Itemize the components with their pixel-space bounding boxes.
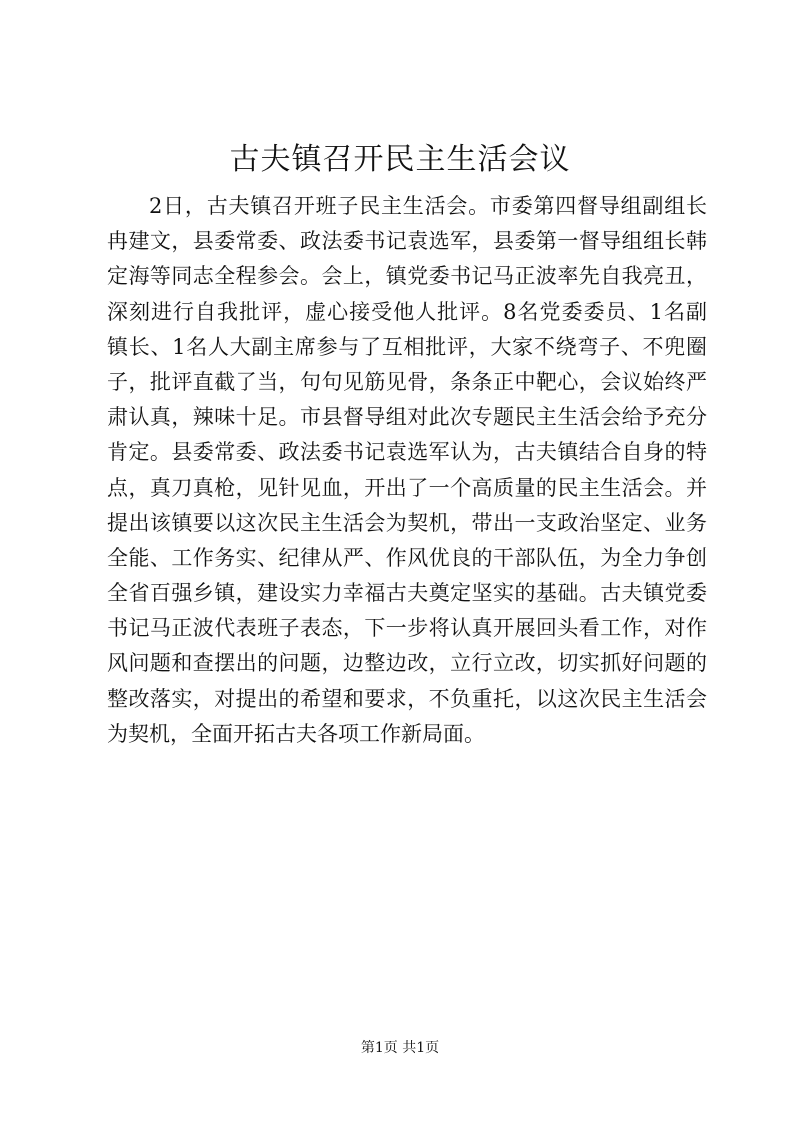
body-line-3: 定海等同志全程参会。会上，镇党委书记马正波率先自我亮丑，	[107, 264, 707, 289]
body-line-12: 全省百强乡镇，建设实力幸福古夫奠定坚实的基础。古夫镇党委	[107, 581, 707, 606]
body-line-16: 为契机，全面开拓古夫各项工作新局面。	[107, 721, 485, 746]
body-line-10: 提出该镇要以这次民主生活会为契机，带出一支政治坚定、业务	[107, 510, 707, 535]
body-line-14: 风问题和查摆出的问题，边整边改，立行立改，切实抓好问题的	[107, 651, 707, 676]
page-number-footer: 第1页 共1页	[360, 1040, 440, 1056]
body-line-1: 2日，古夫镇召开班子民主生活会。市委第四督导组副组长	[149, 194, 707, 218]
body-line-6: 子，批评直截了当，句句见筋见骨，条条正中靶心，会议始终严	[107, 369, 707, 394]
body-line-9: 点，真刀真枪，见针见血，开出了一个高质量的民主生活会。并	[107, 475, 707, 500]
body-line-8: 肯定。县委常委、政法委书记袁选军认为，古夫镇结合自身的特	[107, 440, 707, 465]
document-title: 古夫镇召开民主生活会议	[229, 142, 571, 177]
article-body	[107, 189, 707, 752]
body-line-2: 冉建文，县委常委、政法委书记袁选军，县委第一督导组组长韩	[107, 229, 707, 254]
body-line-11: 全能、工作务实、纪律从严、作风优良的干部队伍，为全力争创	[107, 545, 707, 570]
body-line-13: 书记马正波代表班子表态，下一步将认真开展回头看工作，对作	[107, 616, 707, 641]
body-line-7: 肃认真，辣味十足。市县督导组对此次专题民主生活会给予充分	[107, 405, 707, 430]
body-line-4: 深刻进行自我批评，虚心接受他人批评。8名党委委员、1名副	[107, 299, 707, 324]
body-line-5: 镇长、1名人大副主席参与了互相批评，大家不绕弯子、不兜圈	[107, 334, 707, 359]
body-line-15: 整改落实，对提出的希望和要求，不负重托，以这次民主生活会	[107, 686, 707, 711]
